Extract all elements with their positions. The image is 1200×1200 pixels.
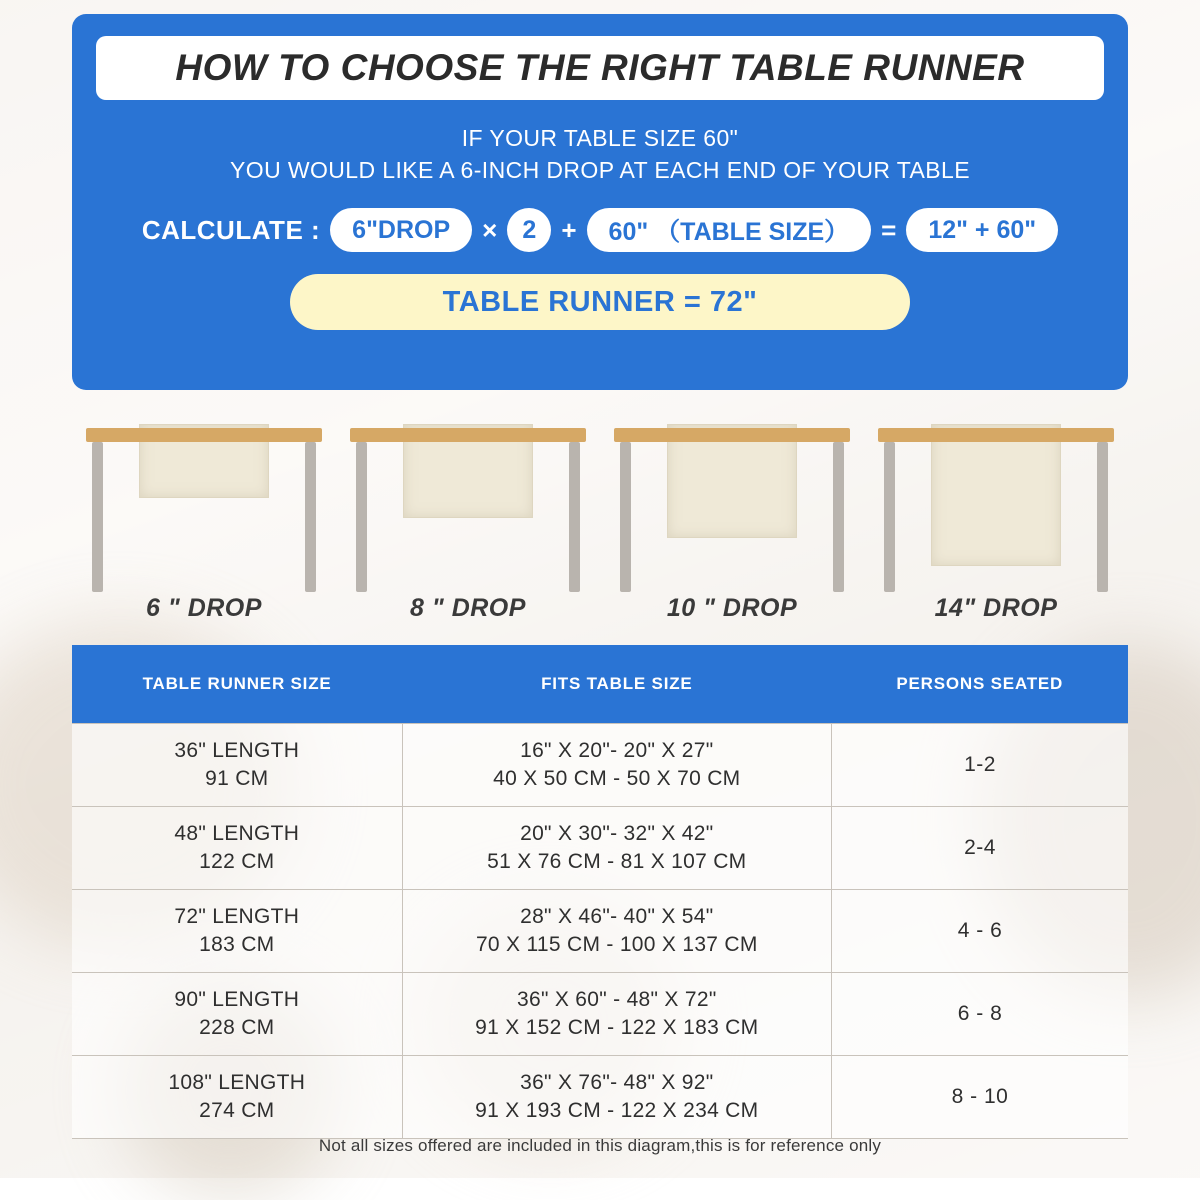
- fits-size-inches: 16" X 20"- 20" X 27": [520, 739, 714, 762]
- fits-size-inches: 28" X 46"- 40" X 54": [520, 905, 714, 928]
- plus-operator: +: [561, 214, 577, 245]
- column-header-runner-size: TABLE RUNNER SIZE: [72, 645, 402, 724]
- cell-fits-table-size: [402, 724, 831, 807]
- drop-label: 8 " DROP: [410, 594, 526, 622]
- drop-label: 14" DROP: [934, 594, 1058, 622]
- cell-runner-size: [72, 1056, 402, 1139]
- cell-persons-seated: 8 - 10: [832, 1056, 1129, 1139]
- table-header-row: [72, 645, 1128, 724]
- cell-runner-size: [72, 807, 402, 890]
- multiply-operator: ×: [482, 214, 498, 245]
- runner-size-cm: 91 CM: [205, 767, 269, 790]
- calculate-label: CALCULATE :: [141, 214, 321, 245]
- table-top-icon: [86, 428, 322, 442]
- table-leg-left-icon: [356, 442, 367, 592]
- table-row: [72, 724, 1128, 807]
- drop-illustration-14: [864, 414, 1128, 629]
- multiplier-pill: 2: [507, 208, 551, 252]
- table-row: [72, 973, 1128, 1056]
- size-reference-table: [72, 645, 1128, 1139]
- runner-size-cm: 183 CM: [199, 933, 275, 956]
- table-top-icon: [350, 428, 586, 442]
- runner-size-inches: 36" LENGTH: [174, 739, 300, 762]
- runner-size-inches: 48" LENGTH: [174, 822, 300, 845]
- drop-value-pill: 6"DROP: [330, 208, 472, 252]
- subtitle-block: [96, 122, 1104, 186]
- fits-size-cm: 51 X 76 CM - 81 X 107 CM: [487, 850, 747, 873]
- cell-persons-seated: 2-4: [832, 807, 1129, 890]
- cell-persons-seated: 1-2: [832, 724, 1129, 807]
- sum-pill: 12" + 60": [906, 208, 1058, 252]
- subtitle-line-1: IF YOUR TABLE SIZE 60": [461, 125, 739, 151]
- cell-runner-size: [72, 973, 402, 1056]
- runner-size-cm: 228 CM: [199, 1016, 275, 1039]
- fits-size-cm: 70 X 115 CM - 100 X 137 CM: [475, 933, 758, 956]
- runner-size-cm: 274 CM: [199, 1099, 275, 1122]
- fits-size-inches: 36" X 76"- 48" X 92": [520, 1071, 714, 1094]
- table-leg-right-icon: [1097, 442, 1108, 592]
- equals-operator: =: [881, 214, 897, 245]
- cell-runner-size: [72, 724, 402, 807]
- table-leg-right-icon: [569, 442, 580, 592]
- drop-label: 6 " DROP: [146, 594, 262, 622]
- calculation-panel: [72, 14, 1128, 390]
- runner-size-cm: 122 CM: [199, 850, 275, 873]
- fits-size-cm: 40 X 50 CM - 50 X 70 CM: [493, 767, 741, 790]
- page-title-text: HOW TO CHOOSE THE RIGHT TABLE RUNNER: [175, 47, 1025, 88]
- fits-size-cm: 91 X 193 CM - 122 X 234 CM: [475, 1099, 759, 1122]
- table-leg-left-icon: [620, 442, 631, 592]
- table-header: [72, 645, 1128, 724]
- footnote: Not all sizes offered are included in this diagram,this is for reference only: [318, 1136, 882, 1155]
- table-row: [72, 890, 1128, 973]
- runner-size-inches: 72" LENGTH: [174, 905, 300, 928]
- cell-runner-size: [72, 890, 402, 973]
- table-row: [72, 1056, 1128, 1139]
- drop-illustration-8: [336, 414, 600, 629]
- table-leg-left-icon: [92, 442, 103, 592]
- fits-size-inches: 36" X 60" - 48" X 72": [517, 988, 717, 1011]
- cell-fits-table-size: [402, 1056, 831, 1139]
- subtitle-line-2: YOU WOULD LIKE A 6-INCH DROP AT EACH END OF YOUR TABLE: [230, 157, 970, 183]
- table-row: [72, 807, 1128, 890]
- cell-persons-seated: 6 - 8: [832, 973, 1129, 1056]
- calculation-row: [96, 208, 1104, 252]
- drop-label: 10 " DROP: [666, 594, 798, 622]
- fits-size-cm: 91 X 152 CM - 122 X 183 CM: [475, 1016, 759, 1039]
- fits-size-inches: 20" X 30"- 32" X 42": [520, 822, 714, 845]
- result-pill: [290, 274, 910, 330]
- drop-illustration-10: [600, 414, 864, 629]
- drop-illustrations: [72, 414, 1128, 629]
- cell-fits-table-size: [402, 807, 831, 890]
- column-header-persons-seated: PERSONS SEATED: [832, 645, 1129, 724]
- drop-illustration-6: [72, 414, 336, 629]
- table-top-icon: [878, 428, 1114, 442]
- cell-persons-seated: 4 - 6: [832, 890, 1129, 973]
- table-size-pill: 60" （TABLE SIZE）: [587, 208, 872, 252]
- page-title: [96, 36, 1104, 100]
- table-top-icon: [614, 428, 850, 442]
- cell-fits-table-size: [402, 890, 831, 973]
- runner-size-inches: 90" LENGTH: [174, 988, 300, 1011]
- table-body: [72, 724, 1128, 1139]
- column-header-fits-table-size: FITS TABLE SIZE: [402, 645, 831, 724]
- table-leg-right-icon: [305, 442, 316, 592]
- cell-fits-table-size: [402, 973, 831, 1056]
- table-leg-right-icon: [833, 442, 844, 592]
- result-text: TABLE RUNNER = 72": [442, 285, 758, 318]
- runner-size-inches: 108" LENGTH: [168, 1071, 306, 1094]
- table-leg-left-icon: [884, 442, 895, 592]
- runner-fabric-icon: [931, 424, 1061, 566]
